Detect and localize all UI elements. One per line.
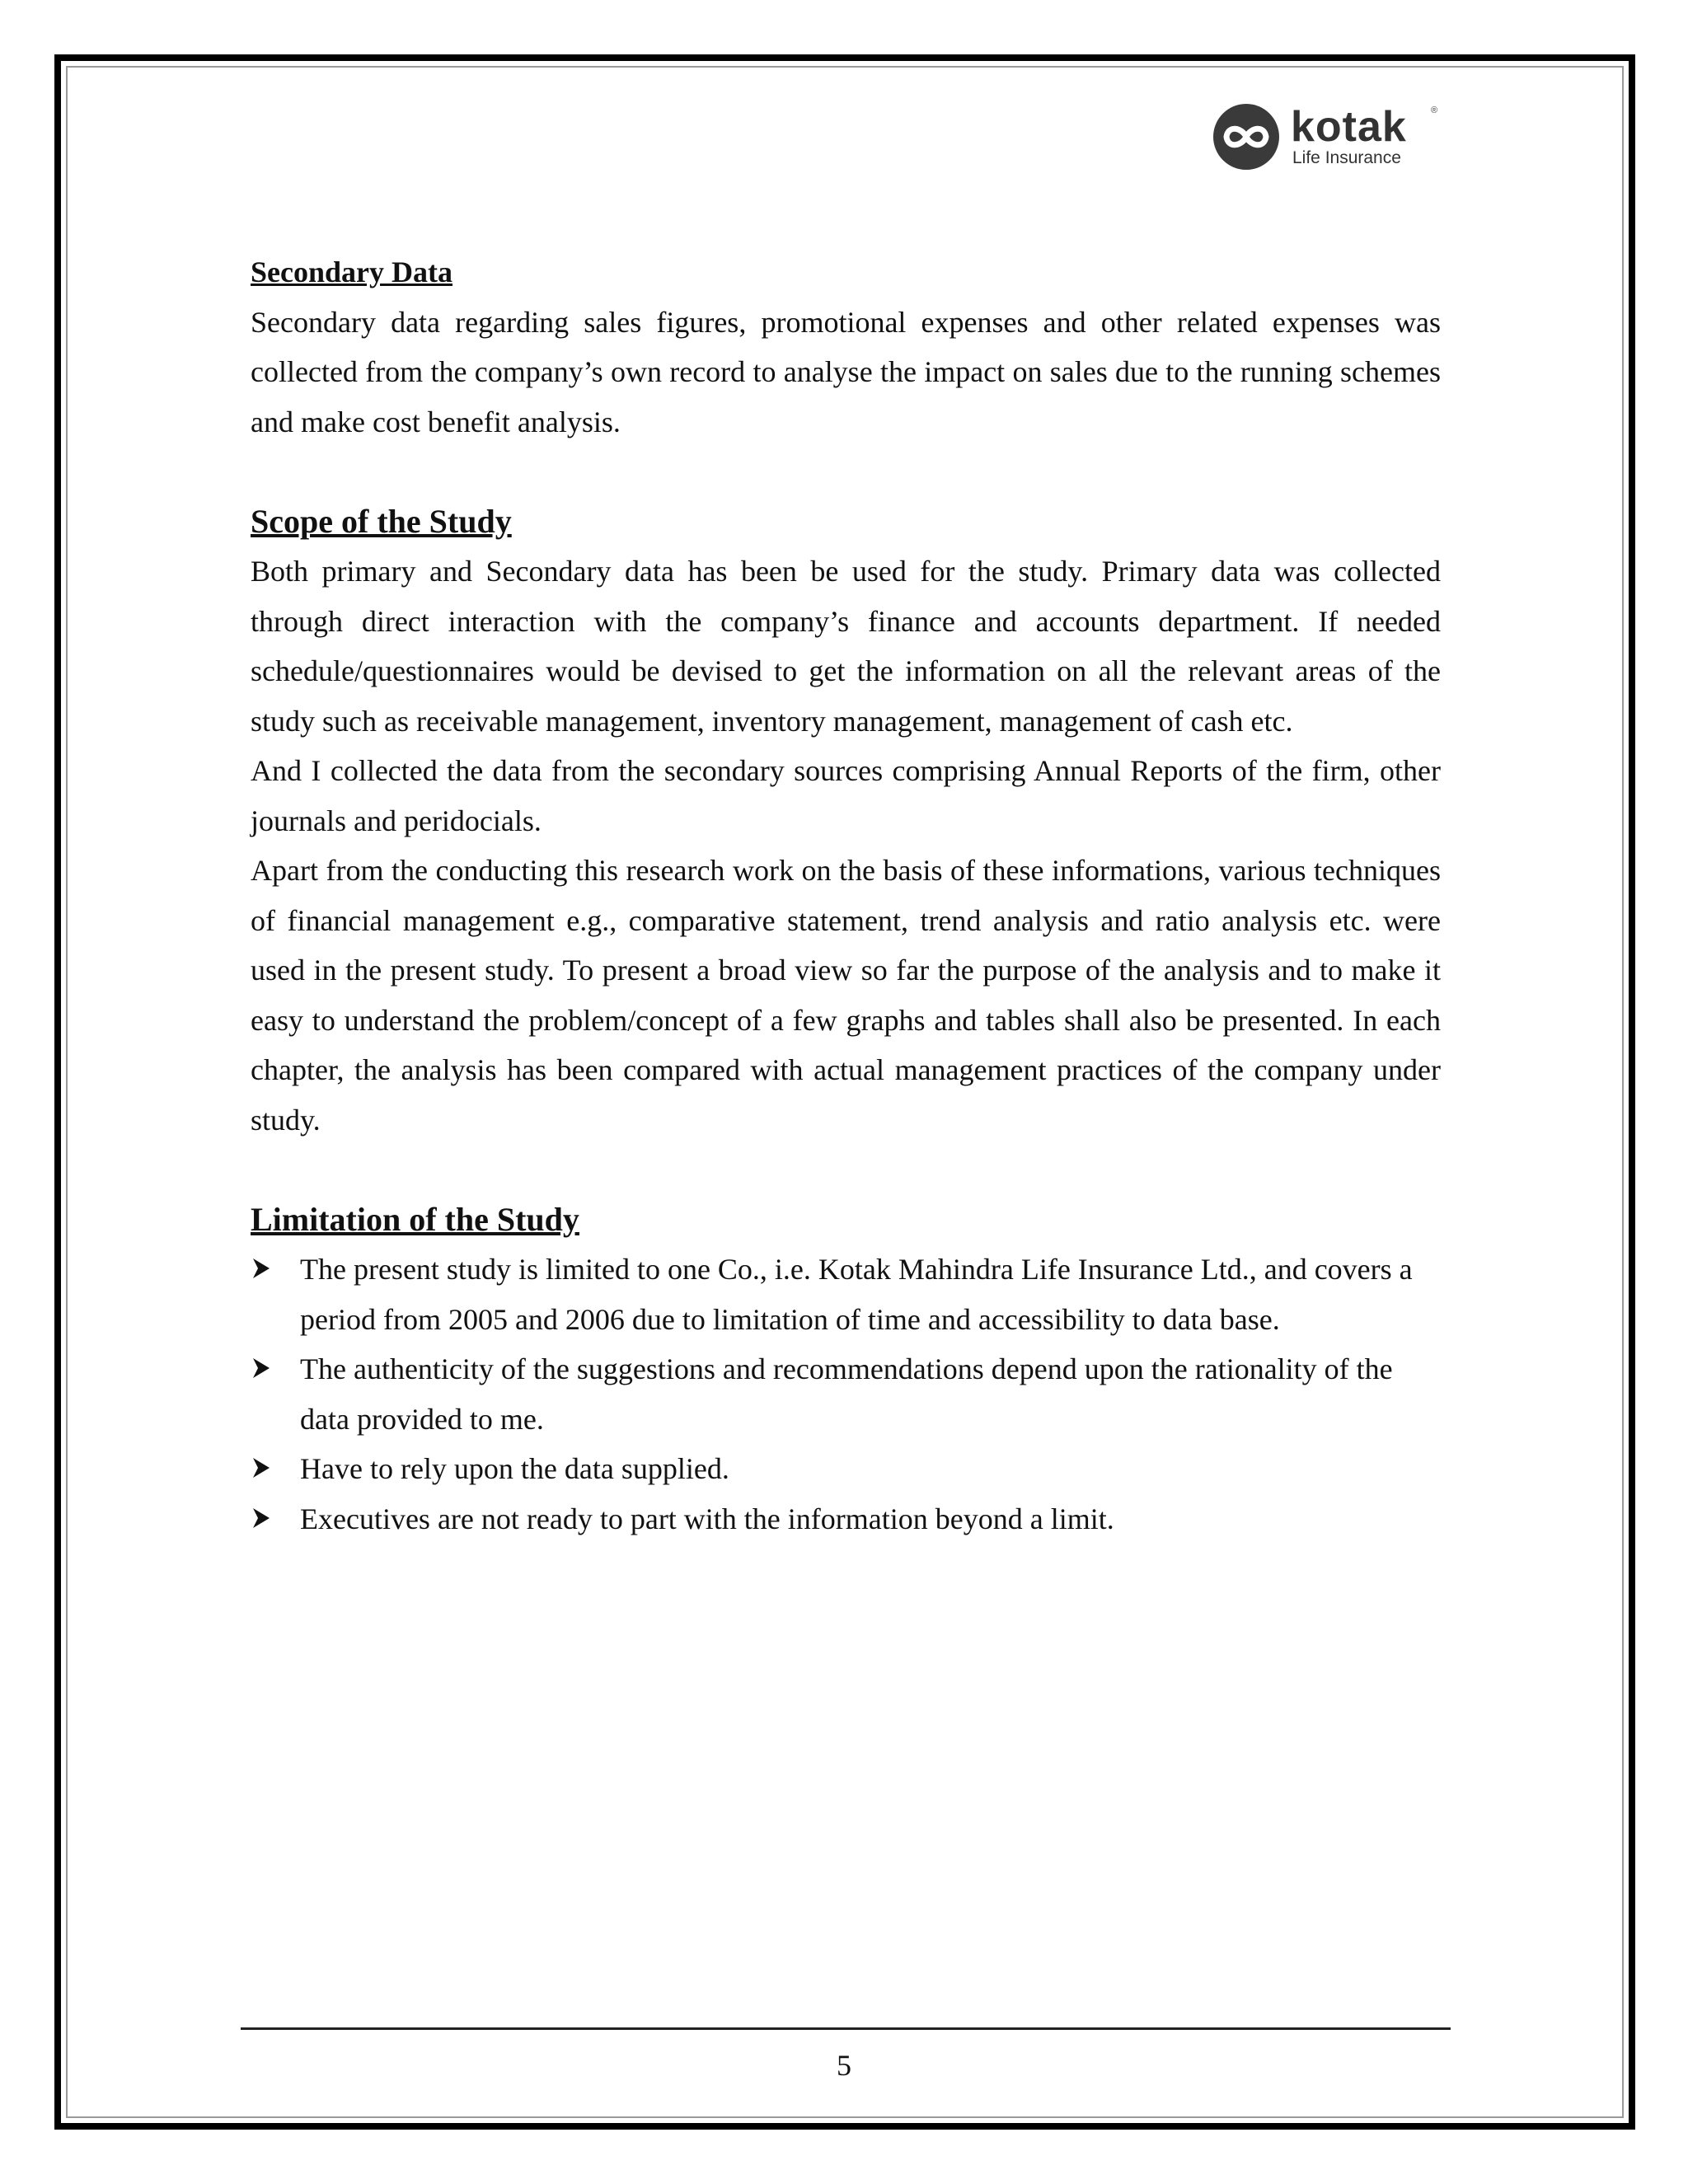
limitation-item-text: Have to rely upon the data supplied. <box>300 1452 729 1485</box>
arrowhead-bullet-icon <box>252 1258 270 1279</box>
arrowhead-bullet-icon <box>252 1457 270 1479</box>
list-item <box>251 1344 1441 1444</box>
limitation-item-text: The authenticity of the suggestions and recommendations depend upon the rationality of the data provided to me. <box>300 1352 1393 1436</box>
list-item <box>251 1444 1441 1494</box>
limitation-list <box>251 1244 1441 1544</box>
limitation-heading: Limitation of the Study <box>251 1200 579 1238</box>
footer-divider <box>241 2027 1451 2030</box>
infinity-logo-icon <box>1208 99 1284 175</box>
secondary-data-heading: Secondary Data <box>251 255 452 288</box>
arrowhead-bullet-icon <box>252 1357 270 1379</box>
section-gap <box>251 447 1441 497</box>
limitation-item-text: The present study is limited to one Co., i.e. Kotak Mahindra Life Insurance Ltd., and covers a period from 2005 and 2006 due to limitation of time and accessibility to data base. <box>300 1253 1413 1336</box>
scope-paragraph-1: Both primary and Secondary data has been be used for the study. Primary data was collected through direct interaction with the company’s finance and accounts department. If needed schedule/questionnaires would be devised to get the information on all the relevant areas of the study such as receivable management, inventory management, management of cash etc. <box>251 555 1441 738</box>
logo-registered-mark: ® <box>1431 105 1438 115</box>
page-content <box>251 247 1441 1544</box>
scope-paragraph-2: And I collected the data from the secondary sources comprising Annual Reports of the firm, other journals and peridocials. <box>251 754 1441 837</box>
logo-wordmark: kotak <box>1291 103 1407 151</box>
kotak-logo <box>1208 99 1447 175</box>
logo-subtitle: Life Insurance <box>1292 148 1401 167</box>
arrowhead-bullet-icon <box>252 1507 270 1529</box>
secondary-data-paragraph: Secondary data regarding sales figures, promotional expenses and other related expenses was collected from the company’s own record to analyse the impact on sales due to the running schemes and make cost benefit analysis. <box>251 305 1441 438</box>
section-gap <box>251 1145 1441 1195</box>
page-number: 5 <box>837 2049 851 2082</box>
scope-heading: Scope of the Study <box>251 502 512 540</box>
limitation-item-text: Executives are not ready to part with the information beyond a limit. <box>300 1502 1114 1535</box>
list-item <box>251 1244 1441 1344</box>
list-item <box>251 1494 1441 1544</box>
scope-paragraph-3: Apart from the conducting this research work on the basis of these informations, various techniques of financial management e.g., comparative statement, trend analysis and ratio analysis etc. were used in the present study. To present a broad view so far the purpose of the analysis and to make it easy to understand the problem/concept of a few graphs and tables shall also be presented. In each chapter, the analysis has been compared with actual management practices of the company under study. <box>251 854 1441 1137</box>
